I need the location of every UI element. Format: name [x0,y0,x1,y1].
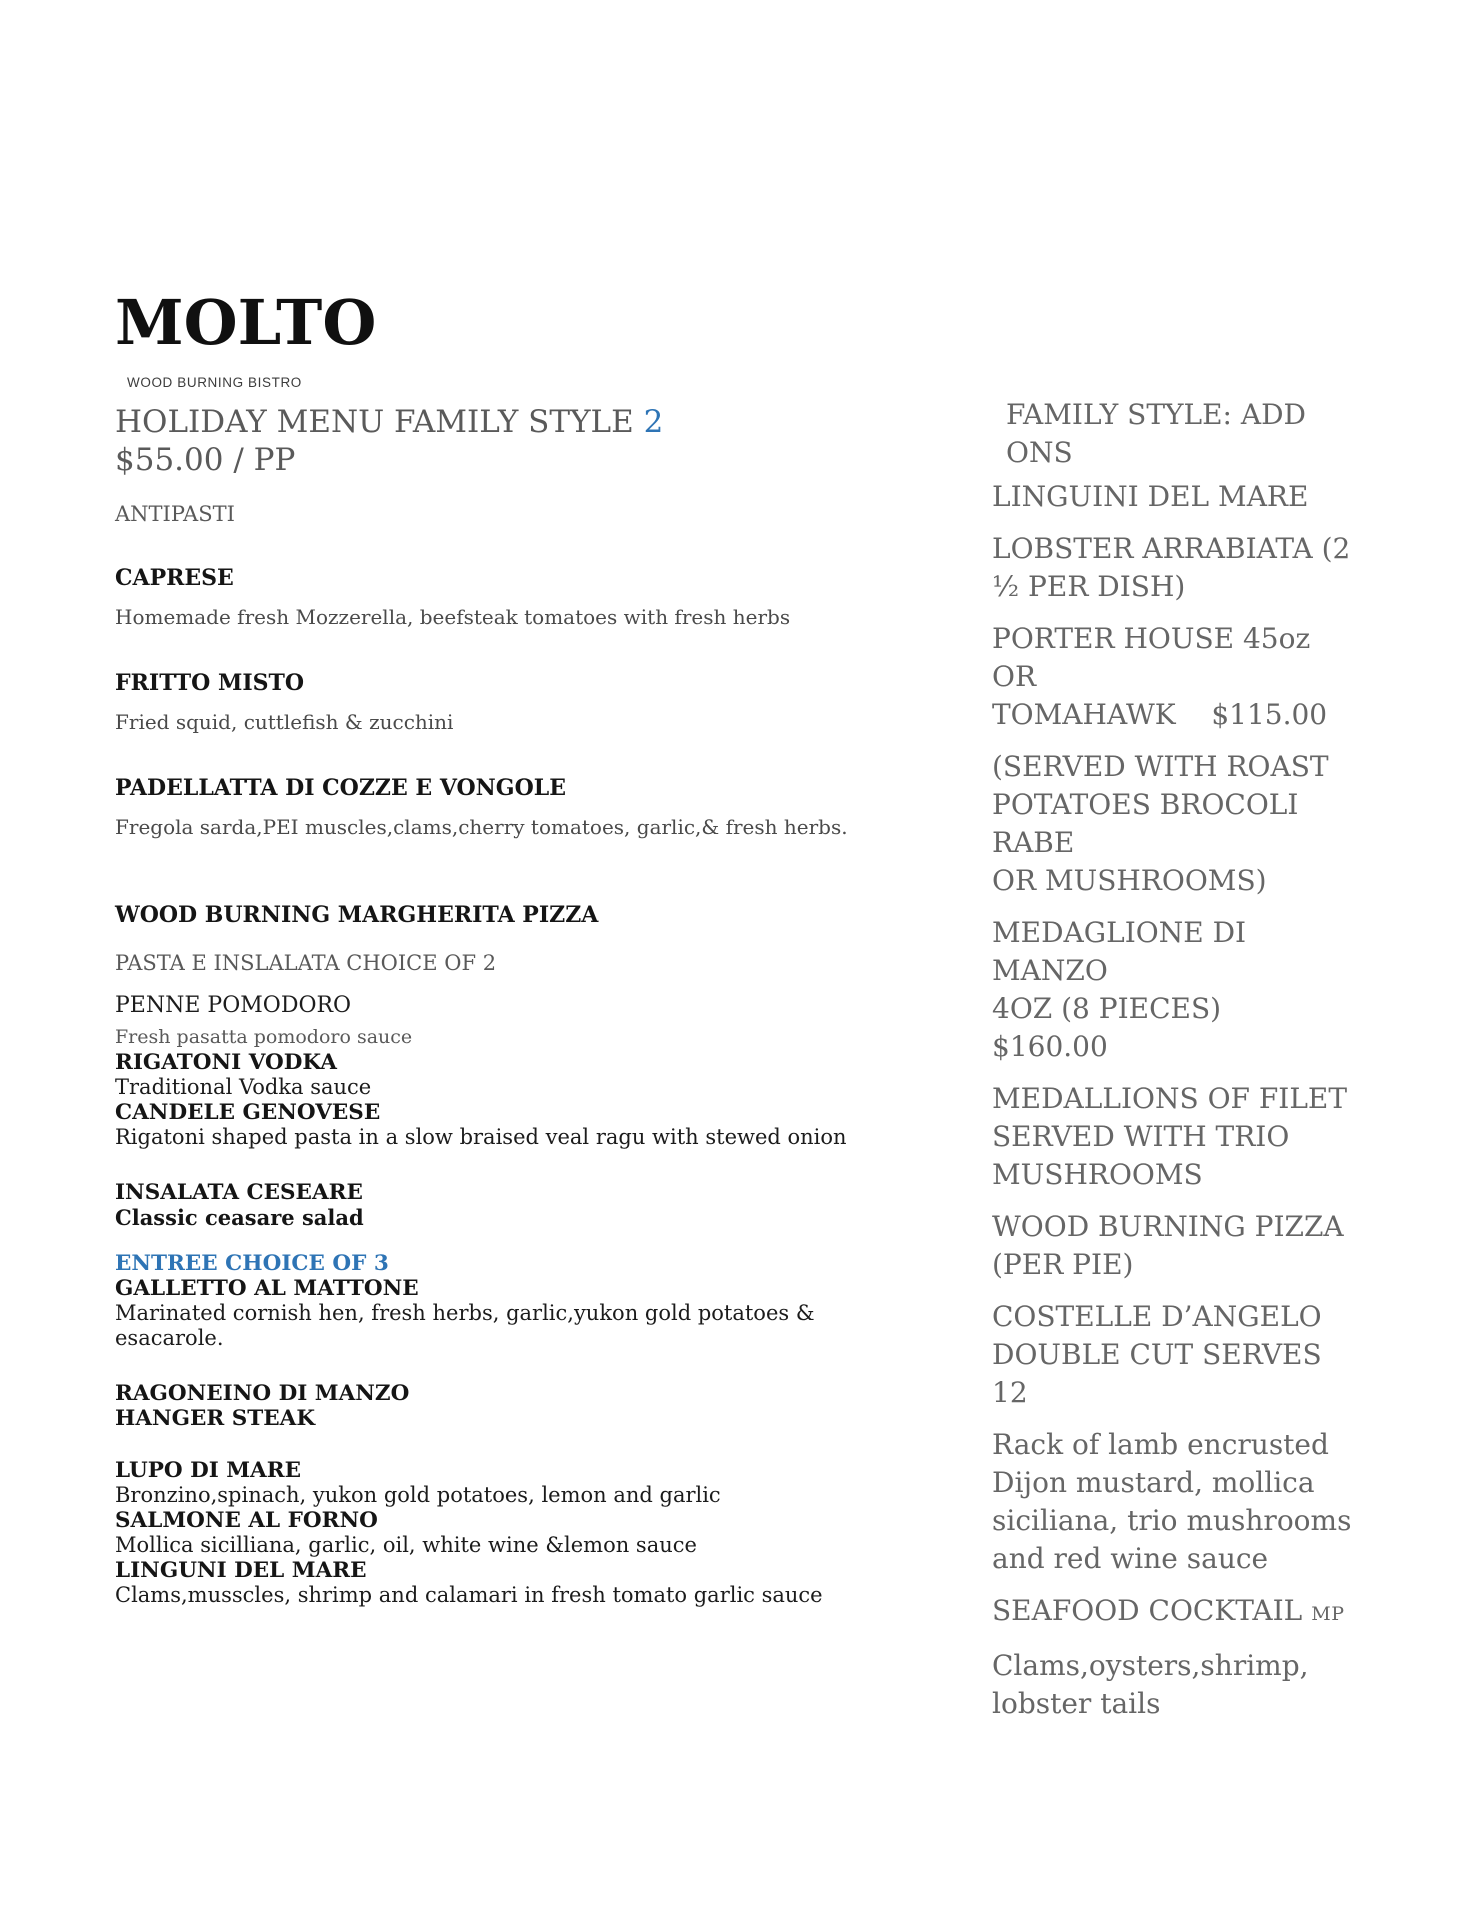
item-name: RIGATONI VODKA [115,1050,337,1076]
item-name: FRITTO MISTO [115,670,305,697]
addon-line: Clams,oysters,shrimp, [992,1649,1309,1682]
item-desc: Classic ceasare salad [115,1205,364,1231]
addon-line: siciliana, trio mushrooms [992,1504,1352,1537]
addon-item [992,1647,1362,1723]
item-name: SALMONE AL FORNO [115,1508,378,1534]
addons-heading: FAMILY STYLE: ADD ONS [1006,398,1306,469]
addon-line-price: 4OZ (8 PIECES) $160.00 [992,992,1248,1063]
addon-line: lobster tails [992,1687,1161,1720]
brand-logo: MOLTO [115,286,377,359]
addon-item [992,1426,1362,1578]
addon-item [992,620,1362,734]
item-desc: Traditional Vodka sauce [115,1075,372,1100]
addon-line-price: TOMAHAWK $115.00 [992,698,1328,731]
item-name: RAGONEINO DI MANZO [115,1381,410,1407]
item-name: CAPRESE [115,565,234,592]
brand-tagline: WOOD BURNING BISTRO [127,375,302,391]
addon-line: DOUBLE CUT SERVES 12 [992,1338,1331,1409]
addon-line: Rack of lamb encrusted [992,1428,1329,1461]
item-desc: Fresh pasatta pomodoro sauce [115,1026,413,1049]
addon-line: (PER PIE) [992,1248,1134,1281]
addon-line: MEDALLIONS OF FILET [992,1082,1348,1115]
item-desc: Bronzino,spinach, yukon gold potatoes, lemon and garlic [115,1483,721,1508]
menu-title-number: 2 [643,404,664,441]
addon-line: (SERVED WITH ROAST [992,750,1329,783]
addon-line: LOBSTER ARRABIATA (2 [992,532,1351,565]
market-price-note: MP [1311,1603,1345,1625]
item-name: CANDELE GENOVESE [115,1100,381,1126]
addon-line: ½ PER DISH) [992,570,1186,603]
item-subname: HANGER STEAK [115,1406,316,1432]
item-name: INSALATA CESEARE [115,1180,363,1206]
item-desc: Homemade fresh Mozzerella, beefsteak tomatoes with fresh herbs [115,605,791,630]
addon-line: and red wine sauce [992,1542,1269,1575]
addon-line-text: SEAFOOD COCKTAIL [992,1594,1303,1627]
addon-line: SERVED WITH TRIO [992,1120,1290,1153]
addon-line: MEDAGLIONE DI MANZO [992,916,1256,987]
item-name: WOOD BURNING MARGHERITA PIZZA [115,902,599,929]
item-name: LINGUNI DEL MARE [115,1558,367,1584]
item-name: PADELLATTA DI COZZE E VONGOLE [115,775,566,802]
section-label-entree: ENTREE CHOICE OF 3 [115,1251,389,1277]
item-desc: Marinated cornish hen, fresh herbs, garlic,yukon gold potatoes & esacarole. [115,1301,815,1351]
addon-line: OR MUSHROOMS) [992,864,1267,897]
addon-line [992,1592,1362,1633]
addon-item [992,530,1362,606]
addon-item [992,1208,1362,1284]
menu-title-text: HOLIDAY MENU FAMILY STYLE [115,404,644,441]
menu-title [115,403,915,441]
section-label-pasta-insalata: PASTA E INSLALATA CHOICE OF 2 [115,951,497,976]
addons-column [992,396,1362,1737]
addon-line: PORTER HOUSE 45oz OR [992,622,1320,693]
addon-line: COSTELLE D’ANGELO [992,1300,1322,1333]
item-desc: Rigatoni shaped pasta in a slow braised veal ragu with stewed onion [115,1125,847,1150]
item-name: LUPO DI MARE [115,1458,301,1484]
addon-item [992,914,1362,1066]
addon-item [992,1592,1362,1633]
menu-left-column [115,0,915,1608]
addon-line: POTATOES BROCOLI RABE [992,788,1308,859]
addon-item [992,1298,1362,1412]
item-name: GALLETTO AL MATTONE [115,1276,419,1302]
addon-line: LINGUINI DEL MARE [992,480,1309,513]
menu-price: $55.00 / PP [115,442,296,479]
addon-line: MUSHROOMS [992,1158,1203,1191]
item-desc: Fried squid, cuttlefish & zucchini [115,710,454,735]
item-desc: Fregola sarda,PEI muscles,clams,cherry tomatoes, garlic,& fresh herbs. [115,815,848,840]
addon-item [992,478,1362,516]
item-name: PENNE POMODORO [115,993,352,1019]
addon-item [992,1080,1362,1194]
addon-item [992,748,1362,900]
section-label-antipasti: ANTIPASTI [115,502,235,527]
addon-line: WOOD BURNING PIZZA [992,1210,1344,1243]
item-desc: Clams,musscles, shrimp and calamari in fresh tomato garlic sauce [115,1583,823,1608]
item-desc: Mollica sicilliana, garlic, oil, white wine &lemon sauce [115,1533,697,1558]
addon-line: Dijon mustard, mollica [992,1466,1315,1499]
